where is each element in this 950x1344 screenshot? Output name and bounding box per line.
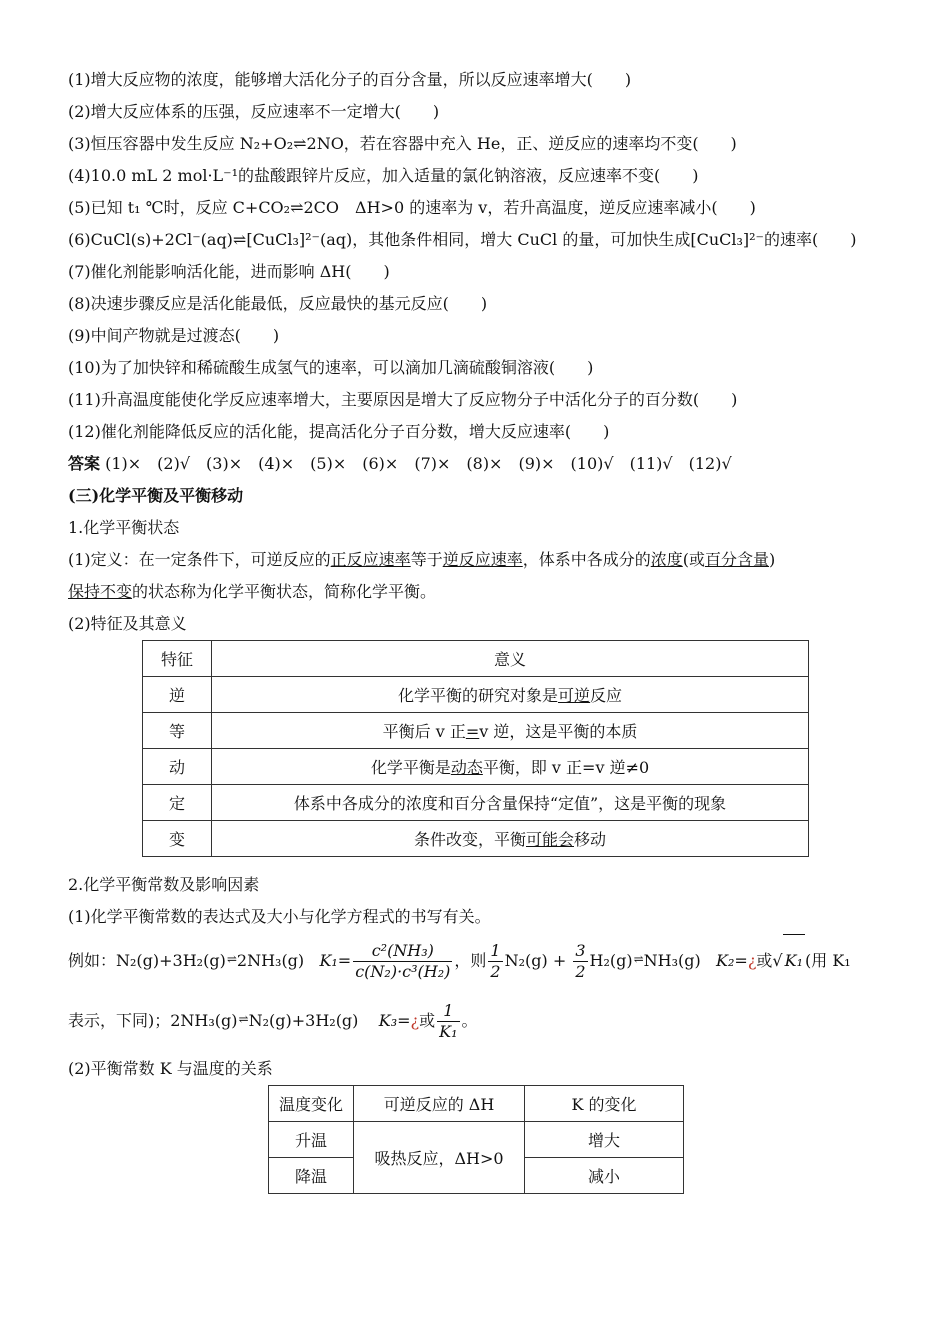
k-temperature-title: (2)平衡常数 K 与温度的关系 [68, 1059, 273, 1078]
half-fraction: $\frac{1}{2}$ [490, 941, 501, 981]
def-underline: 百分含量 [705, 550, 770, 569]
example-equation-line: 例如：N₂(g)+3H₂(g)⇌2NH₃(g) K₁= $\frac{\text{c²(NH₃)}}{\text{c(N₂)·c³(H₂)}}$ ，则 $\frac{1}{2}$ N₂(g) + $\frac{3}{2}$ H₂(g)⇌NH₃(g) K₂=¿或√ K₁ (用 K₁ [68, 933, 888, 993]
table-header: 意义 [212, 641, 809, 677]
k1-fraction: $\frac{\text{c²(NH₃)}}{\text{c(N₂)·c³(H₂)}}$ [355, 941, 451, 981]
def-underline: 正反应速率 [330, 550, 411, 569]
question-9: (9)中间产物就是过渡态( ) [68, 326, 280, 345]
table-header: K 的变化 [525, 1086, 684, 1122]
subsection-title-2: 2.化学平衡常数及影响因素 [68, 875, 260, 894]
def-text: ，体系中各成分的 [522, 550, 651, 569]
question-10: (10)为了加快锌和稀硫酸生成氢气的速率，可以滴加几滴硫酸铜溶液( ) [68, 358, 594, 377]
def-text: (或 [682, 550, 705, 569]
def-text: ) [769, 550, 776, 569]
table-cell: 等 [143, 713, 212, 749]
table-cell: 化学平衡是动态平衡，即 v 正=v 逆≠0 [212, 749, 809, 785]
table-header: 可逆反应的 ΔH [354, 1086, 525, 1122]
question-5: (5)已知 t₁ ℃时，反应 C+CO₂⇌2CO ΔH>0 的速率为 v，若升高温度，逆反应速率减小( ) [68, 198, 756, 217]
definition-paragraph [68, 544, 888, 608]
answer-values: (1)× (2)√ (3)× (4)× (5)× (6)× (7)× (8)× (9)× (10)√ (11)√ (12)√ [105, 454, 732, 473]
table-cell: 定 [143, 785, 212, 821]
question-11: (11)升高温度能使化学反应速率增大，主要原因是增大了反应物分子中活化分子的百分数( ) [68, 390, 738, 409]
table-row [143, 749, 809, 785]
example-line-2: 表示，下同)；2NH₃(g)⇌N₂(g)+3H₂(g) K₃=¿或 $\frac{1}{\text{K₁}}$ 。 [68, 993, 888, 1053]
table-header: 温度变化 [269, 1086, 354, 1122]
k-temperature-table [268, 1085, 684, 1194]
def-text: 等于 [410, 550, 443, 569]
question-3: (3)恒压容器中发生反应 N₂+O₂⇌2NO，若在容器中充入 He，正、逆反应的速率均不变( ) [68, 134, 737, 153]
table-row [143, 713, 809, 749]
def-underline: 浓度 [650, 550, 683, 569]
def-underline: 保持不变 [68, 582, 133, 601]
table-row [143, 677, 809, 713]
table-cell: 逆 [143, 677, 212, 713]
question-1: (1)增大反应物的浓度，能够增大活化分子的百分含量，所以反应速率增大( ) [68, 70, 632, 89]
k3-fraction: $\frac{1}{\text{K₁}}$ [439, 1001, 458, 1041]
table-cell: 平衡后 v 正=v 逆，这是平衡的本质 [212, 713, 809, 749]
question-4: (4)10.0 mL 2 mol·L⁻¹的盐酸跟锌片反应，加入适量的氯化钠溶液，反应速率不变( ) [68, 166, 699, 185]
table-row [269, 1122, 684, 1158]
table-row [143, 785, 809, 821]
question-2: (2)增大反应体系的压强，反应速率不一定增大( ) [68, 102, 440, 121]
def-text: 的状态称为化学平衡状态，简称化学平衡。 [132, 582, 437, 601]
feature-table [142, 640, 809, 857]
table-header: 特征 [143, 641, 212, 677]
question-12: (12)催化剂能降低反应的活化能，提高活化分子百分数，增大反应速率( ) [68, 422, 610, 441]
equilibrium-arrow-icon: ⇌ [238, 1012, 248, 1026]
table-cell: 吸热反应，ΔH>0 [354, 1122, 525, 1194]
def-text: (1)定义：在一定条件下，可逆反应的 [68, 550, 331, 569]
feature-title: (2)特征及其意义 [68, 614, 187, 633]
table-row [143, 821, 809, 857]
answer-label: 答案 [68, 454, 101, 473]
table-cell: 化学平衡的研究对象是可逆反应 [212, 677, 809, 713]
answer-line [68, 448, 888, 480]
table-cell: 减小 [525, 1158, 684, 1194]
question-6: (6)CuCl(s)+2Cl⁻(aq)⇌[CuCl₃]²⁻(aq)，其他条件相同，增大 CuCl 的量，可加快生成[CuCl₃]²⁻的速率( ) [68, 230, 857, 249]
equilibrium-arrow-icon: ⇌ [226, 952, 236, 966]
question-7: (7)催化剂能影响活化能，进而影响 ΔH( ) [68, 262, 390, 281]
table-cell: 动 [143, 749, 212, 785]
document-page [68, 64, 888, 1194]
def-underline: 逆反应速率 [442, 550, 523, 569]
table-cell: 变 [143, 821, 212, 857]
table-cell: 增大 [525, 1122, 684, 1158]
table-cell: 体系中各成分的浓度和百分含量保持“定值”，这是平衡的现象 [212, 785, 809, 821]
subsection-title-1: 1.化学平衡状态 [68, 518, 180, 537]
k-expression-note: (1)化学平衡常数的表达式及大小与化学方程式的书写有关。 [68, 907, 491, 926]
section-title: (三)化学平衡及平衡移动 [68, 486, 244, 505]
equilibrium-arrow-icon: ⇌ [633, 952, 643, 966]
table-cell: 条件改变，平衡可能会移动 [212, 821, 809, 857]
three-half-fraction: $\frac{3}{2}$ [575, 941, 586, 981]
table-cell: 降温 [269, 1158, 354, 1194]
table-cell: 升温 [269, 1122, 354, 1158]
question-8: (8)决速步骤反应是活化能最低，反应最快的基元反应( ) [68, 294, 488, 313]
